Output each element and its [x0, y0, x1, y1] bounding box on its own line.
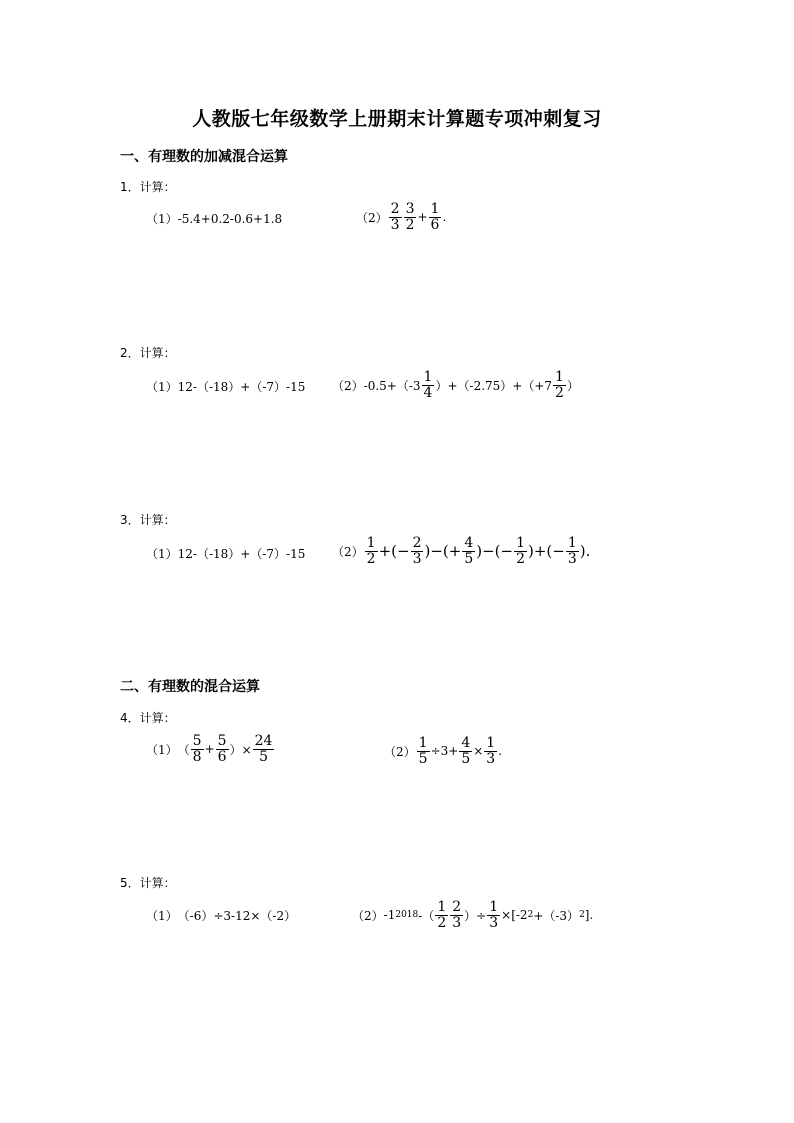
- period: .: [498, 744, 503, 759]
- q3-part2-index: （2）: [332, 544, 364, 559]
- denominator: 3: [452, 914, 462, 931]
- numerator: 4: [461, 735, 471, 751]
- q2-part2-fraction-1: [422, 370, 435, 400]
- operator: +: [204, 742, 215, 757]
- q3-part2-fraction-2: [411, 536, 424, 566]
- denominator: 5: [418, 750, 428, 767]
- expr-segment: ）×: [229, 742, 252, 757]
- denominator: 3: [567, 550, 577, 567]
- q1-part2-index: （2）: [356, 210, 388, 225]
- q4-part1: [146, 734, 275, 764]
- q1-part1-expression: -5.4+0.2-0.6+1.8: [177, 211, 283, 226]
- section-heading-1: 一、有理数的加减混合运算: [120, 149, 288, 165]
- expr-segment: -0.5+（-3: [363, 378, 421, 393]
- denominator: 2: [366, 550, 376, 567]
- q4-part2: [384, 736, 502, 766]
- expr-segment: ）+（-2.75）+（+7: [435, 378, 553, 393]
- q1-part1: [146, 210, 282, 227]
- q3-part2: [332, 536, 590, 566]
- denominator: 2: [437, 914, 447, 931]
- denominator: 5: [464, 550, 474, 567]
- numerator: 5: [192, 733, 202, 749]
- q3-part1: [146, 545, 305, 562]
- numerator: 1: [555, 369, 564, 385]
- numerator: 1: [418, 735, 428, 751]
- q3-part2-fraction-5: [566, 536, 579, 566]
- q5-part2-fraction-3: [487, 900, 500, 930]
- numerator: 2: [452, 899, 462, 915]
- question-label-4: 4．计算：: [120, 711, 176, 725]
- expr-segment: ).: [579, 542, 591, 561]
- denominator: 3: [412, 550, 422, 567]
- q3-part1-expression: 12-（-18）+（-7）-15: [177, 547, 306, 561]
- question-label-3: 3．计算：: [120, 513, 176, 527]
- expr-segment: -1: [383, 908, 396, 923]
- expr-segment: （: [177, 742, 190, 757]
- numerator: 1: [489, 899, 499, 915]
- expr-segment: ].: [584, 908, 594, 923]
- numerator: 1: [437, 899, 447, 915]
- numerator: 24: [254, 733, 273, 749]
- q4-part2-fraction-1: [417, 736, 430, 766]
- denominator: 3: [390, 216, 400, 233]
- expr-segment: ×: [473, 744, 484, 759]
- q5-part1-index: （1）: [146, 909, 178, 923]
- denominator: 5: [259, 748, 268, 765]
- expr-segment: ÷3+: [430, 744, 459, 759]
- q1-part1-index: （1）: [146, 212, 178, 226]
- q5-part2: （2） -1 2018 -（ $\frac{1}{2}$ $\frac{2}{3}$ ）÷ $\frac{1}{3}$ ×[-2 2 +（-3） 2 ].: [352, 899, 594, 931]
- q4-part1-fraction-2: [216, 734, 229, 764]
- denominator: 2: [516, 550, 526, 567]
- q3-part2-fraction-3: [462, 536, 475, 566]
- q1-part2: [356, 202, 446, 232]
- q2-part2-index: （2）: [332, 378, 364, 393]
- q2-part1: [146, 378, 305, 395]
- expr-segment: ×[-2: [501, 908, 528, 923]
- denominator: 5: [461, 750, 471, 767]
- q5-part2-index: （2）: [352, 908, 384, 923]
- q2-part2-fraction-2: [553, 370, 566, 400]
- numerator: 4: [464, 535, 474, 551]
- q4-part2-fraction-2: [459, 736, 472, 766]
- numerator: 1: [516, 535, 526, 551]
- numerator: 1: [486, 735, 496, 751]
- denominator: 2: [555, 384, 564, 401]
- denominator: 3: [489, 914, 499, 931]
- q4-part1-fraction-1: [191, 734, 204, 764]
- question-label-5: 5．计算：: [120, 876, 176, 890]
- numerator: 1: [423, 369, 433, 385]
- denominator: 6: [430, 216, 440, 233]
- numerator: 2: [390, 201, 400, 217]
- denominator: 4: [423, 384, 433, 401]
- denominator: 6: [217, 748, 227, 765]
- q2-part2: [332, 370, 579, 400]
- numerator: 1: [567, 535, 577, 551]
- period: .: [442, 210, 447, 225]
- q5-part2-fraction-2: [450, 900, 463, 930]
- q5-part2-fraction-1: [435, 900, 448, 930]
- q4-part1-fraction-3: [253, 734, 275, 764]
- expr-segment: +（-3）: [533, 908, 580, 923]
- q5-part1-expression: （-6）÷3-12×（-2）: [177, 909, 297, 923]
- expr-segment: ）: [566, 378, 579, 393]
- q4-part2-index: （2）: [384, 744, 416, 759]
- question-label-1: 1．计算：: [120, 180, 176, 194]
- denominator: 8: [192, 748, 202, 765]
- expr-segment: ）÷: [464, 908, 487, 923]
- q3-part2-fraction-4: [514, 536, 527, 566]
- numerator: 1: [366, 535, 376, 551]
- q1-part2-fraction-2: [404, 202, 417, 232]
- section-heading-2: 二、有理数的混合运算: [120, 679, 260, 695]
- expr-segment: )−(−: [476, 542, 514, 561]
- q3-part2-fraction-1: [365, 536, 378, 566]
- q4-part1-index: （1）: [146, 742, 178, 757]
- numerator: 1: [430, 201, 440, 217]
- q5-part1: [146, 907, 296, 924]
- q1-part2-fraction-1: [389, 202, 402, 232]
- q1-part2-fraction-3: [429, 202, 442, 232]
- q2-part1-expression: 12-（-18）+（-7）-15: [177, 380, 306, 394]
- denominator: 3: [486, 750, 496, 767]
- expr-segment: )−(+: [424, 542, 462, 561]
- question-label-2: 2．计算：: [120, 346, 176, 360]
- q3-part1-index: （1）: [146, 547, 178, 561]
- expr-segment: -（: [418, 908, 435, 923]
- numerator: 2: [412, 535, 422, 551]
- page-title: 人教版七年级数学上册期末计算题专项冲刺复习: [192, 108, 602, 130]
- q2-part1-index: （1）: [146, 380, 178, 394]
- numerator: 3: [405, 201, 415, 217]
- numerator: 5: [217, 733, 227, 749]
- operator: +: [417, 210, 428, 225]
- expr-segment: +(−: [378, 542, 410, 561]
- denominator: 2: [405, 216, 415, 233]
- expr-segment: )+(−: [528, 542, 565, 561]
- q4-part2-fraction-3: [484, 736, 497, 766]
